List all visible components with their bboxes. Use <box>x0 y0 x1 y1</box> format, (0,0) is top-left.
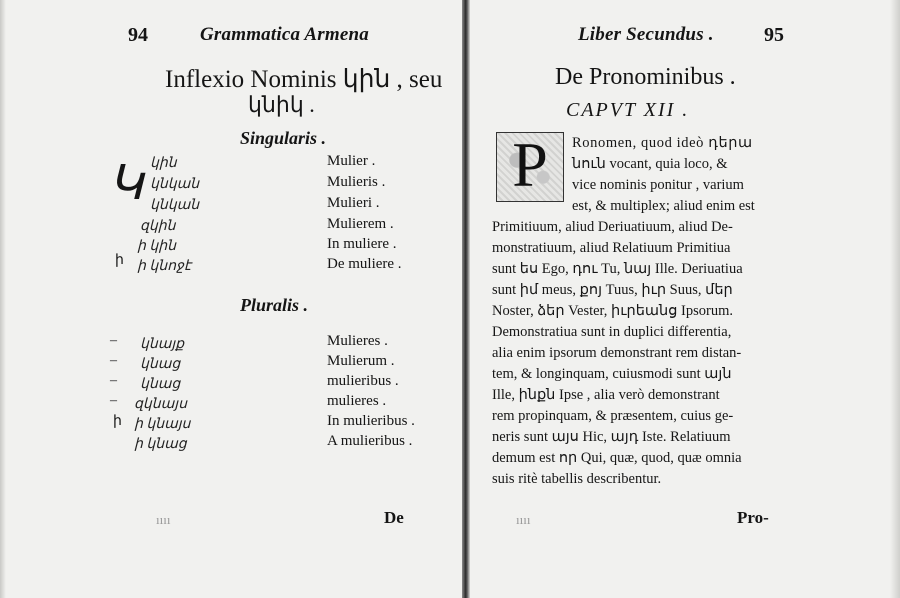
chapter-heading: CAPVT XII . <box>566 99 690 121</box>
body-line: Ronomen, quod ideò դերա <box>572 135 753 151</box>
decorative-armenian-capital: Կ <box>108 157 144 210</box>
singular-armenian: կին <box>150 156 177 171</box>
body-line: Demonstratiua sunt in duplici differentia, <box>492 324 732 340</box>
plural-latin: A mulieribus . <box>327 433 413 449</box>
ornamental-initial-letter: P <box>512 129 548 200</box>
body-line: demum est որ Qui, quæ, quod, quæ omnia <box>492 450 742 466</box>
right-folio: 95 <box>764 24 784 46</box>
body-line: neris sunt այս Hic, այդ Iste. Relatiuum <box>492 429 731 445</box>
left-running-head: Grammatica Armena <box>200 24 369 45</box>
plural-heading: Pluralis . <box>240 295 309 315</box>
body-line: tem, & longinquam, cuiusmodi sunt այն <box>492 366 732 382</box>
plural-armenian: կնաց <box>140 357 181 372</box>
right-signature-mark: ıııı <box>516 512 531 527</box>
plural-prefix: – <box>110 333 117 348</box>
plural-latin: mulieres . <box>327 393 387 409</box>
body-line: նուն vocant, quia loco, & <box>572 156 728 172</box>
left-title-line2: կնիկ . <box>248 92 315 117</box>
left-signature-mark: ıııı <box>156 512 171 527</box>
singular-latin: Mulieri . <box>327 195 380 211</box>
ornamental-initial <box>496 129 564 202</box>
book-gutter <box>462 0 470 598</box>
right-running-head: Liber Secundus . <box>578 24 714 45</box>
plural-prefix: – <box>110 353 117 368</box>
body-line: suis ritè tabellis describentur. <box>492 471 662 487</box>
singular-armenian: կնկան <box>150 177 200 192</box>
plural-latin: Mulierum . <box>327 353 395 369</box>
body-line: est, & multiplex; aliud enim est <box>572 198 755 214</box>
plural-latin: mulieribus . <box>327 373 399 389</box>
plural-armenian: ի կնաց <box>134 437 187 452</box>
plural-armenian: ի կնայս <box>134 417 191 432</box>
body-line: vice nominis ponitur , varium <box>572 177 744 193</box>
body-line: Primitiuum, aliud Deriuatiuum, aliud De- <box>492 219 733 235</box>
plural-latin: Mulieres . <box>327 333 388 349</box>
body-line: Ille, ինքն Ipse , alia verò demonstrant <box>492 387 720 403</box>
singular-latin: Mulieris . <box>327 174 386 190</box>
right-title: De Pronominibus . <box>555 64 736 90</box>
singular-prefix: ի <box>115 253 124 268</box>
plural-prefix: – <box>110 393 117 408</box>
singular-armenian: կնկան <box>150 198 200 213</box>
body-line: sunt իմ meus, քոյ Tuus, իւր Suus, մեր <box>492 282 733 298</box>
singular-armenian: զկին <box>140 219 176 234</box>
page-edge-shadow <box>0 0 6 598</box>
body-line: monstratiuum, aliud Relatiuum Primitiua <box>492 240 731 256</box>
body-line: Noster, ձեր Vester, իւրեանց Ipsorum. <box>492 303 733 319</box>
right-catchword: Pro- <box>737 508 769 527</box>
plural-prefix: – <box>110 373 117 388</box>
left-catchword: De <box>384 508 404 527</box>
body-line: sunt ես Ego, դու Tu, նայ Ille. Deriuatiua <box>492 261 743 277</box>
singular-latin: Mulier . <box>327 153 376 169</box>
body-line: alia enim ipsorum demonstrant rem distan- <box>492 345 742 361</box>
singular-latin: In muliere . <box>327 236 397 252</box>
singular-armenian: ի կին <box>137 239 176 254</box>
page-edge-shadow <box>890 0 900 598</box>
plural-armenian: կնայք <box>140 337 185 352</box>
plural-prefix: ի <box>113 414 122 429</box>
singular-latin: Mulierem . <box>327 216 394 232</box>
singular-heading: Singularis . <box>240 128 327 148</box>
body-line: rem propinquam, & præsentem, cuius ge- <box>492 408 734 424</box>
left-folio: 94 <box>128 24 148 46</box>
singular-armenian: ի կնոջէ <box>137 259 192 274</box>
left-title-line1: Inflexio Nominis կին , seu <box>165 66 443 93</box>
plural-armenian: զկնայս <box>134 397 187 412</box>
singular-latin: De muliere . <box>327 256 402 272</box>
plural-armenian: կնաց <box>140 377 181 392</box>
plural-latin: In mulieribus . <box>327 413 415 429</box>
